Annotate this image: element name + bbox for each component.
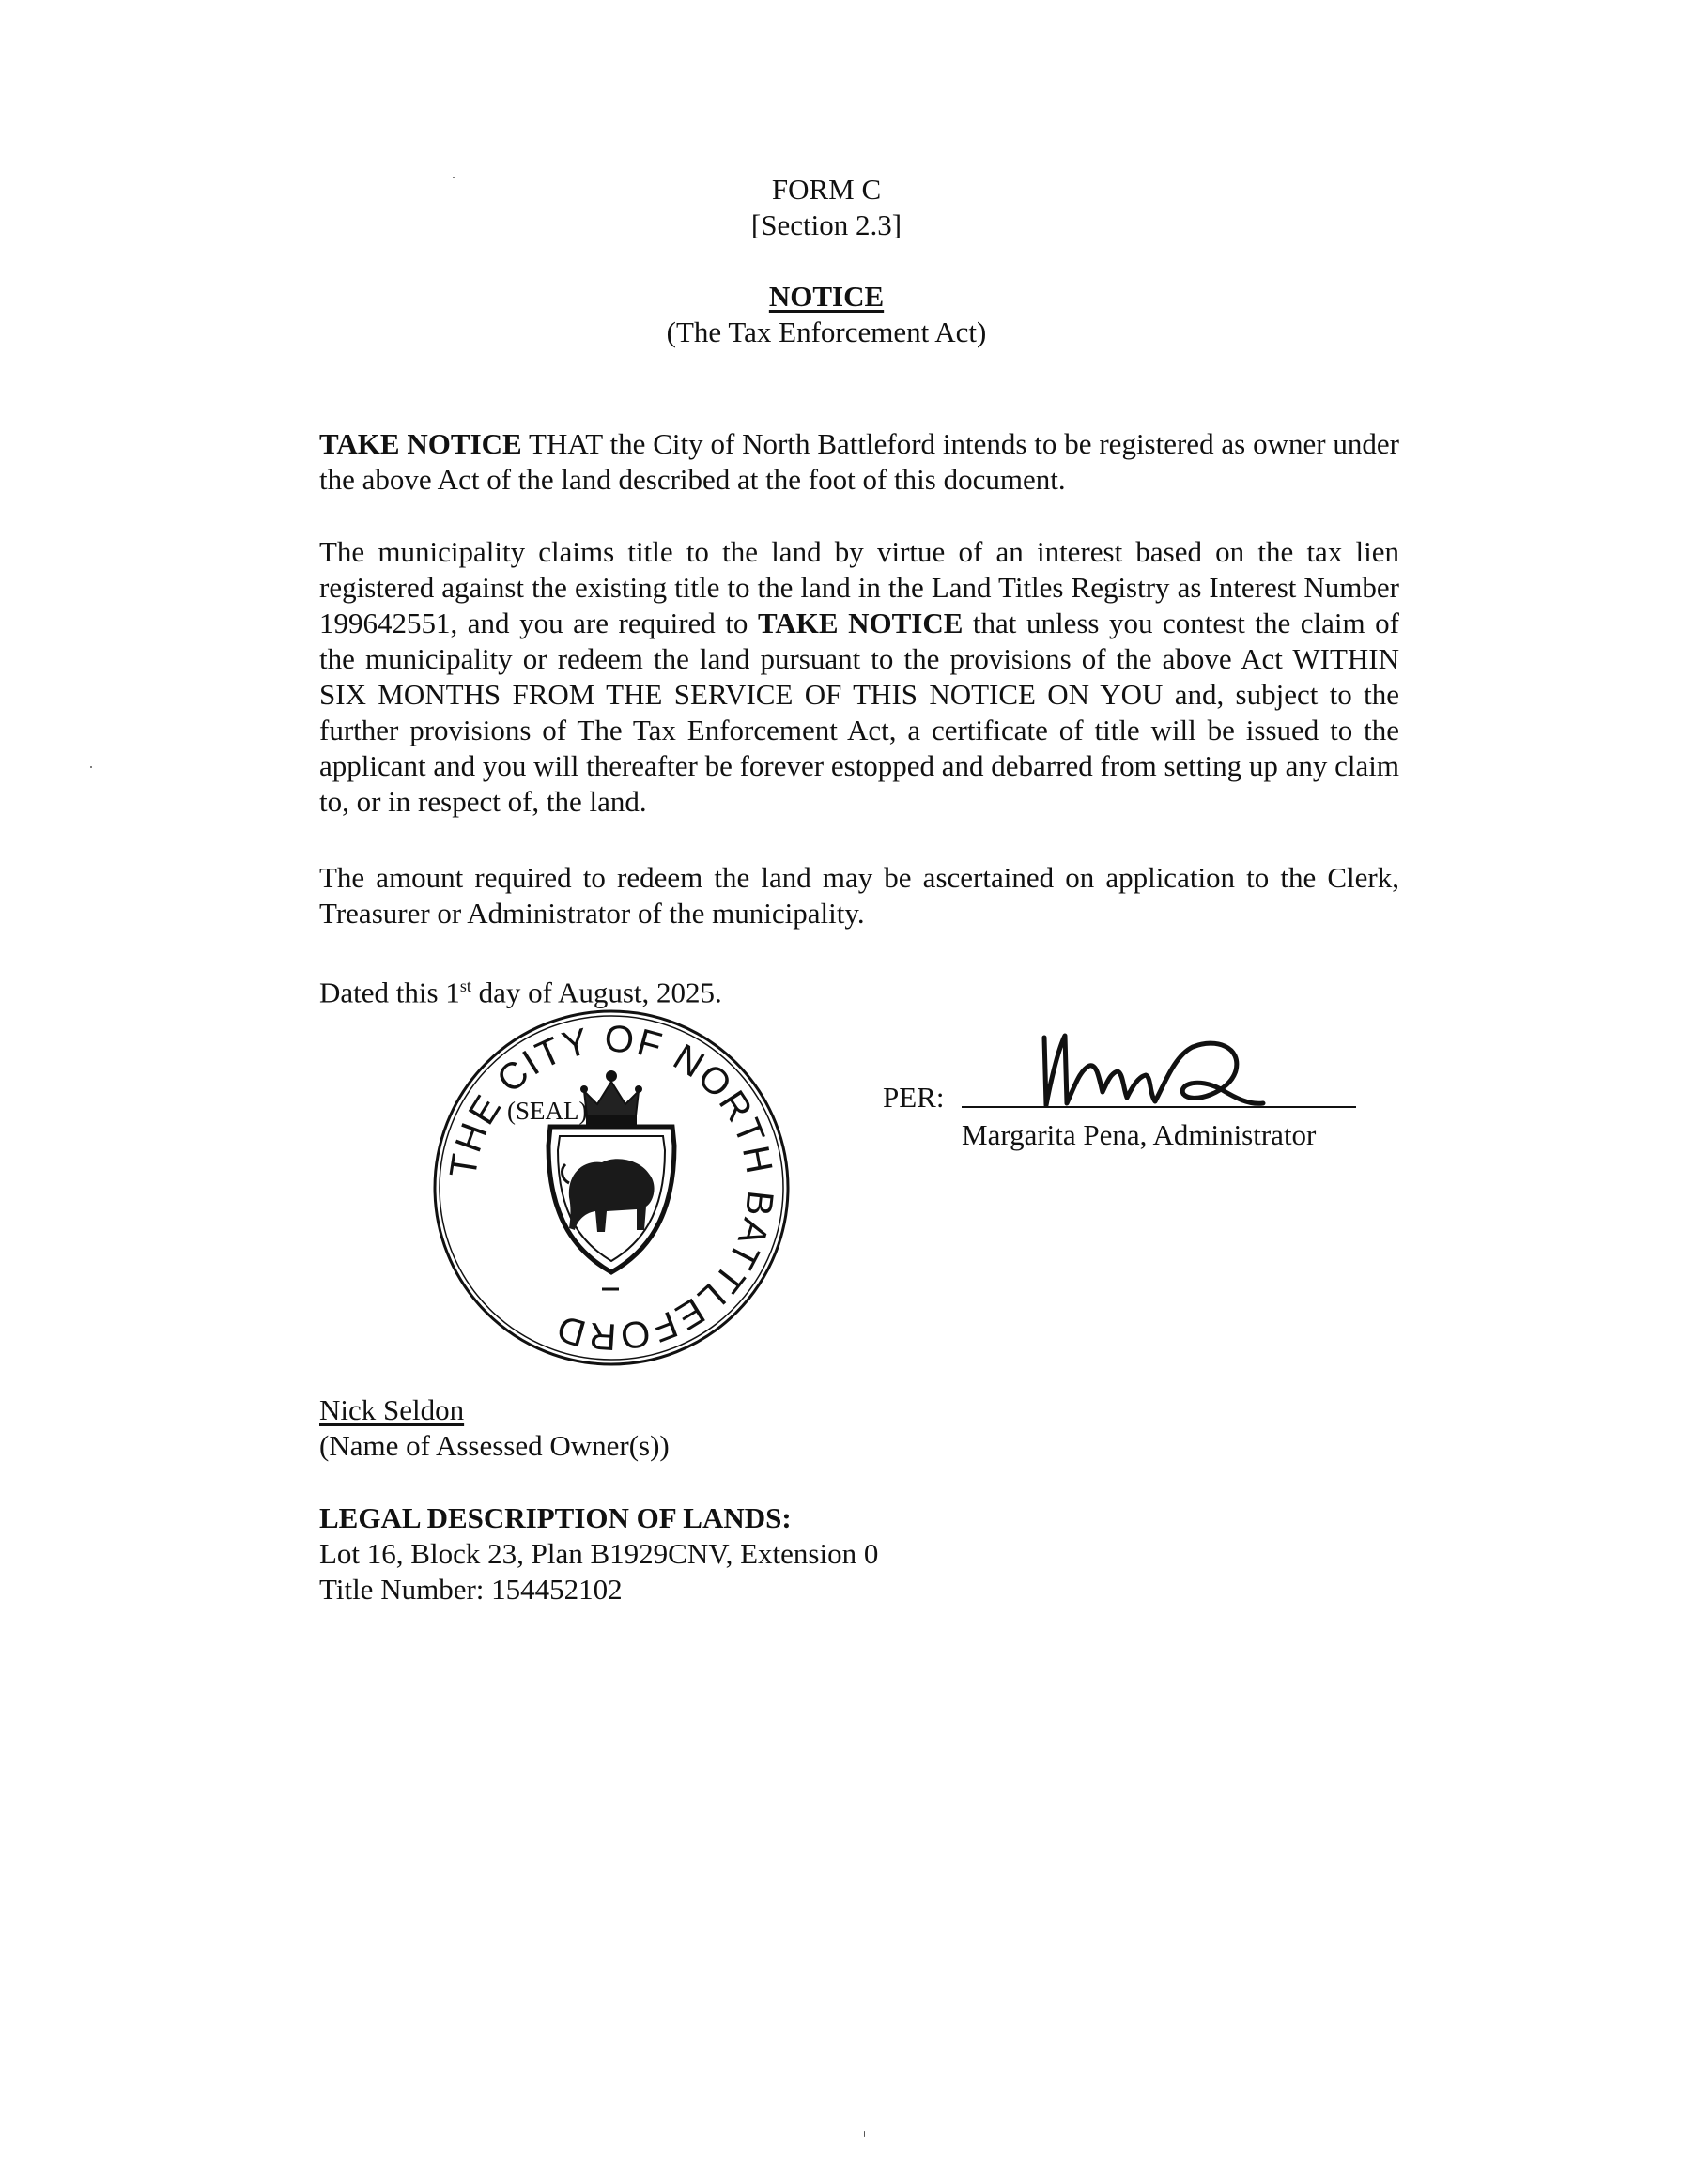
seal-label: (SEAL) xyxy=(507,1097,588,1125)
paragraph-2-text-a: The municipality claims title to the land by virtue of an interest based on the tax lien registered against the existing title to the land in the Land Titles Registry as Interest Number 199642551, and you are required to xyxy=(319,535,1399,639)
legal-description-lot: Lot 16, Block 23, Plan B1929CNV, Extension 0 xyxy=(319,1537,879,1570)
seal-ring-text: THE CITY OF NORTH BATTLEFORD xyxy=(442,1018,781,1358)
signer-name: Margarita Pena, Administrator xyxy=(962,1118,1317,1151)
city-seal-stamp xyxy=(428,1005,794,1371)
seal-bison-icon xyxy=(563,1159,655,1232)
per-label: PER: xyxy=(883,1081,945,1114)
section-label: [Section 2.3] xyxy=(750,208,902,241)
dated-suffix: day of August, 2025. xyxy=(470,976,722,1009)
paragraph-claim xyxy=(319,534,1399,820)
notice-title xyxy=(0,279,1667,315)
paragraph-take-notice xyxy=(319,426,1399,498)
dated-ordinal: st xyxy=(459,977,471,995)
scan-speck xyxy=(864,2131,865,2137)
paragraph-1-text: THAT the City of North Battleford intends to be registered as owner under the above Act of the land described at the foot of this document. xyxy=(319,427,1400,496)
owner-name-text: Nick Seldon xyxy=(319,1393,465,1426)
assessed-owner-name xyxy=(319,1392,464,1428)
act-subtitle: (The Tax Enforcement Act) xyxy=(666,315,987,348)
seal-crown-icon xyxy=(580,1070,642,1125)
assessed-owner-caption: (Name of Assessed Owner(s)) xyxy=(319,1429,670,1462)
form-label: FORM C xyxy=(771,173,882,206)
take-notice-lead: TAKE NOTICE xyxy=(319,427,522,460)
title-number: Title Number: 154452102 xyxy=(319,1573,623,1606)
scan-speck xyxy=(90,766,92,768)
notice-title-text: NOTICE xyxy=(768,280,885,313)
paragraph-redeem: The amount required to redeem the land may be ascertained on application to the Clerk, Treasurer or Administrator of the municipality. xyxy=(319,861,1399,930)
take-notice-inline: TAKE NOTICE xyxy=(757,607,964,639)
legal-description-heading: LEGAL DESCRIPTION OF LANDS: xyxy=(319,1501,792,1534)
handwritten-signature xyxy=(1024,1019,1268,1122)
dated-prefix: Dated this 1 xyxy=(319,976,460,1009)
paragraph-2-text-b: that unless you contest the claim of the municipality or redeem the land pursuant to the provisions of the above Act WITHIN SIX MONTHS FROM THE SERVICE OF THIS NOTICE ON YOU and, subject to the further provisions of The Tax Enforcement Act, a certificate of title will be issued to the applicant and you will thereafter be forever estopped and debarred from setting up any claim to, or in respect of, the land. xyxy=(319,607,1400,818)
